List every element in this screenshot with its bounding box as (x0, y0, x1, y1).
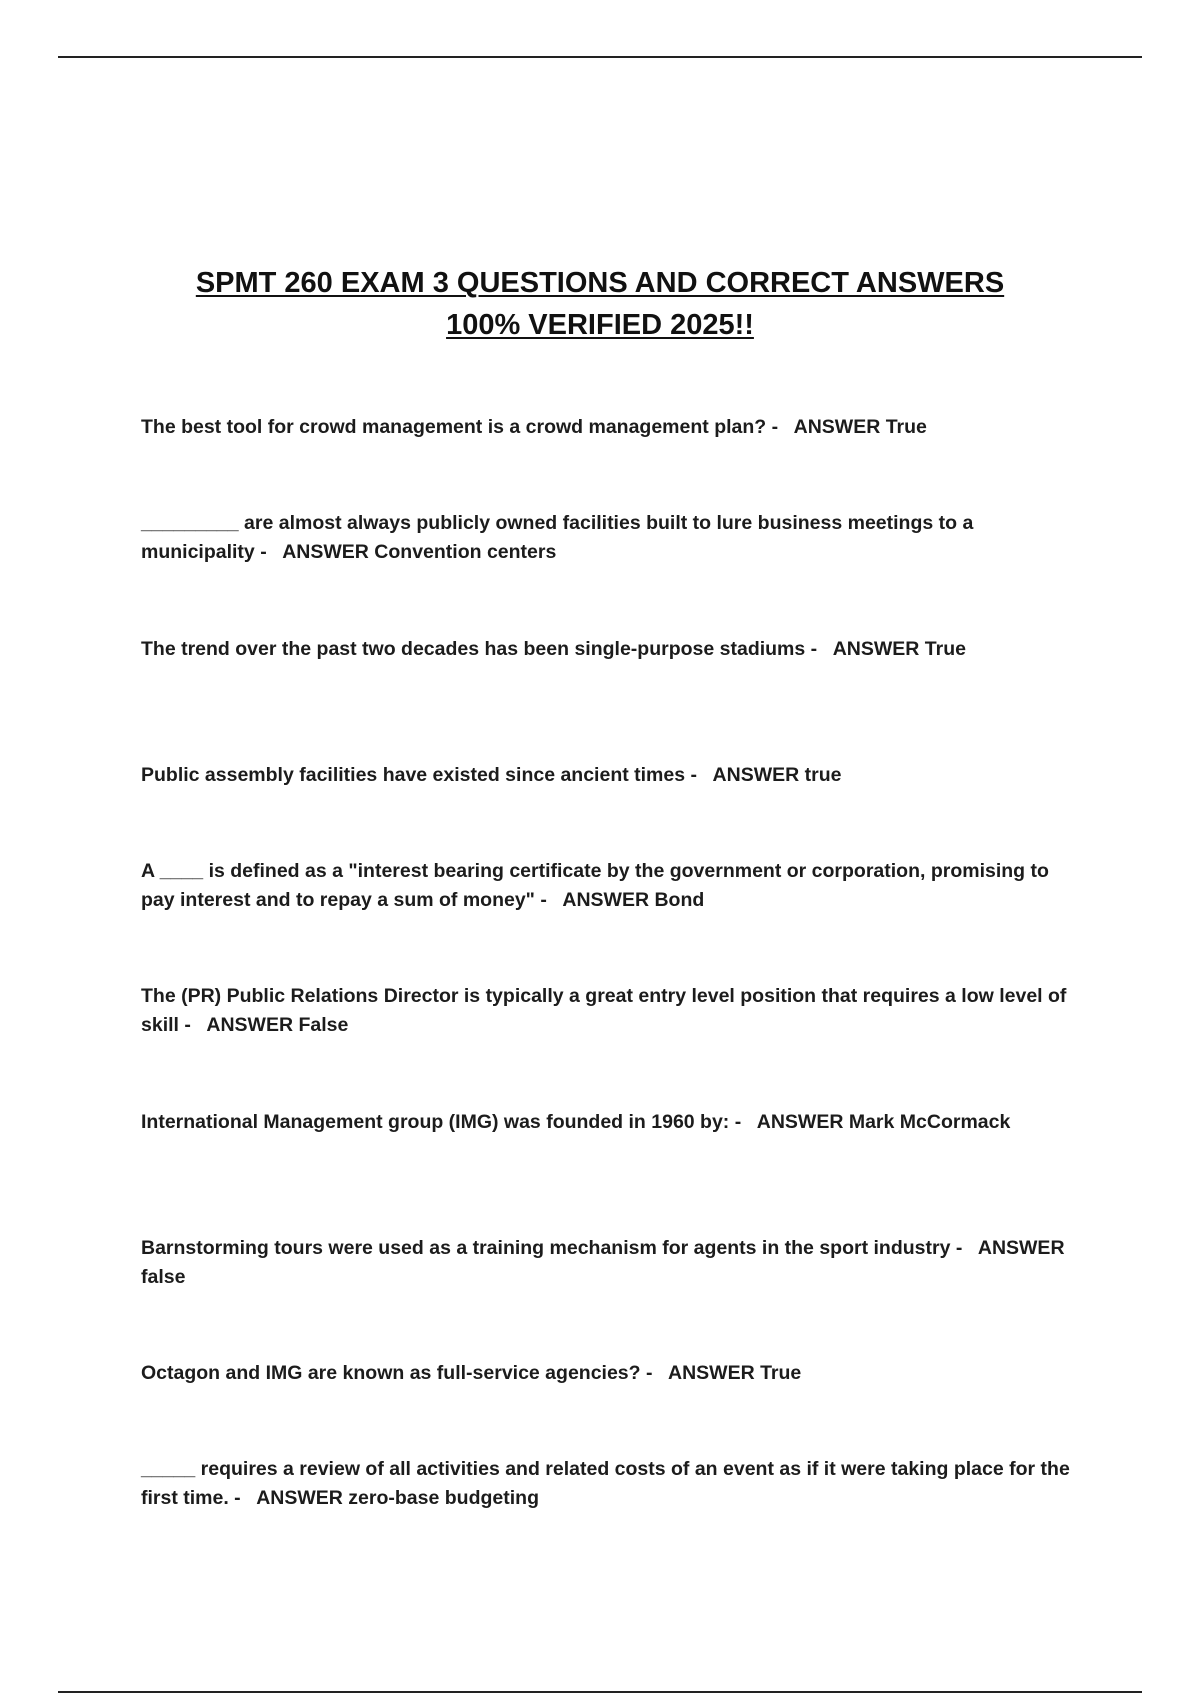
question-text: International Management group (IMG) was founded in 1960 by: - (141, 1111, 742, 1133)
answer-text: ANSWER zero-base budgeting (256, 1487, 539, 1509)
answer-text: ANSWER Mark McCormack (756, 1111, 1011, 1133)
document-title (100, 262, 1100, 346)
answer-text: ANSWER True (832, 638, 966, 660)
qa-item-7 (141, 1108, 1071, 1137)
question-text: A ____ is defined as a "interest bearing certificate by the government or corporation, promising to pay interest and to repay a sum of money" - (141, 860, 1049, 911)
title-line-1: SPMT 260 EXAM 3 QUESTIONS AND CORRECT ANSWERS (195, 267, 1005, 299)
qa-item-5 (141, 857, 1071, 915)
answer-text: ANSWER True (668, 1362, 802, 1384)
qa-item-10 (141, 1455, 1071, 1513)
title-line-2: 100% VERIFIED 2025!! (446, 309, 754, 341)
answer-text: ANSWER False (206, 1014, 349, 1036)
answer-text: ANSWER Bond (562, 889, 705, 911)
top-rule (58, 56, 1142, 58)
answer-text: ANSWER false (141, 1237, 1065, 1288)
answer-text: ANSWER true (712, 764, 842, 786)
qa-item-9 (141, 1359, 1071, 1388)
question-text: The best tool for crowd management is a crowd management plan? - (141, 416, 779, 438)
question-text: Octagon and IMG are known as full-service agencies? - (141, 1362, 653, 1384)
qa-item-1 (141, 413, 1071, 442)
qa-item-8 (141, 1234, 1071, 1292)
answer-text: ANSWER Convention centers (282, 541, 557, 563)
question-text: The trend over the past two decades has been single-purpose stadiums - (141, 638, 818, 660)
question-text: The (PR) Public Relations Director is typically a great entry level position that requires a low level of skill - (141, 985, 1067, 1036)
qa-item-3 (141, 635, 1071, 664)
bottom-rule (58, 1691, 1142, 1693)
answer-text: ANSWER True (793, 416, 927, 438)
qa-item-2 (141, 509, 1071, 567)
qa-item-4 (141, 761, 1071, 790)
qa-item-6 (141, 982, 1071, 1040)
question-text: Public assembly facilities have existed since ancient times - (141, 764, 697, 786)
question-text: _____ requires a review of all activities and related costs of an event as if it were taking place for the first time. - (141, 1458, 1070, 1509)
question-text: Barnstorming tours were used as a training mechanism for agents in the sport industry - (141, 1237, 963, 1259)
question-text: _________ are almost always publicly owned facilities built to lure business meetings to a municipality - (141, 512, 974, 563)
